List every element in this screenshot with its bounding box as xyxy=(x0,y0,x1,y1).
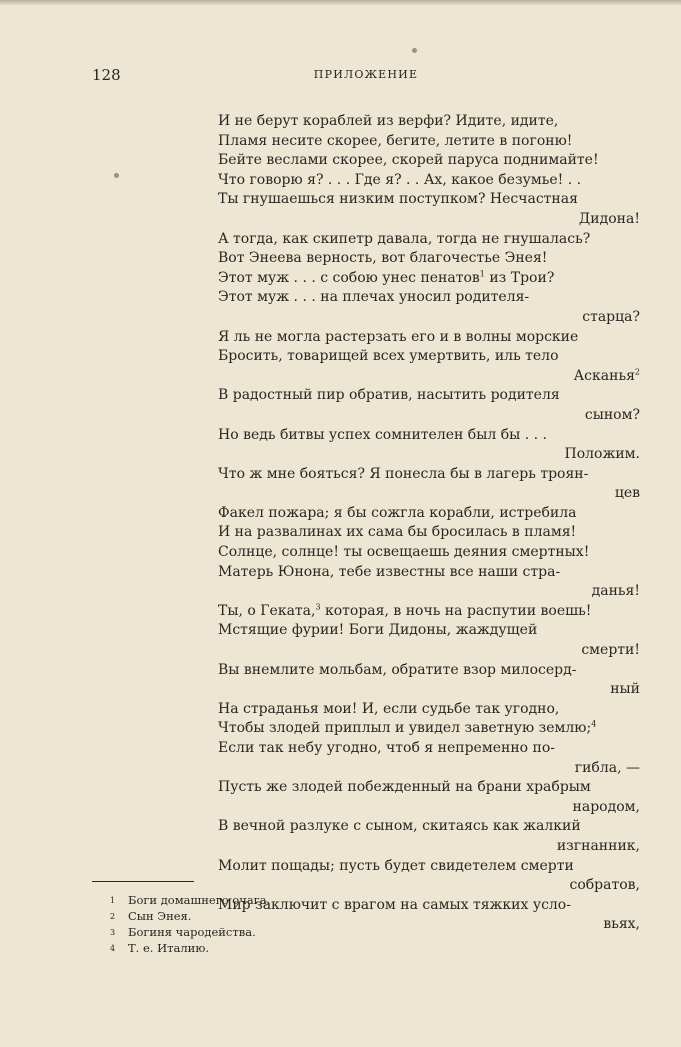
poem-line: И на развалинах их сама бы бросилась в пламя! xyxy=(218,524,577,541)
poem-line: И не берут кораблей из верфи? Идите, идите, xyxy=(218,113,559,129)
poem-line: Бейте веслами скорее, скорей паруса поднимайте! xyxy=(218,152,599,169)
poem-line-continuation: смерти! xyxy=(581,642,640,659)
footnote-mark: 3 xyxy=(110,928,116,937)
poem-line-continuation: ный xyxy=(610,681,640,698)
page-number: 128 xyxy=(92,66,121,84)
poem-line: Ты, о Геката,$^3$ которая, в ночь на распутии воешь! xyxy=(218,602,592,619)
poem-line: Солнце, солнце! ты освещаешь деяния смертных! xyxy=(218,544,590,561)
poem-line: В радостный пир обратив, насытить родителя xyxy=(218,387,560,404)
poem-line: Мир заключит с врагом на самых тяжких усло- xyxy=(218,896,571,913)
poem-line: Матерь Юнона, тебе известны все наши стра- xyxy=(218,563,561,580)
poem-line-continuation: старца? xyxy=(582,308,640,325)
poem-line: Пламя несите скорее, бегите, летите в погоню! xyxy=(218,132,573,149)
poem-line: Этот муж . . . на плечах уносил родителя- xyxy=(218,289,530,306)
poem-line-continuation: народом, xyxy=(572,798,640,815)
poem-line-continuation: изгнанник, xyxy=(556,837,640,854)
poem-line: Я ль не могла растерзать его и в волны морские xyxy=(218,328,579,345)
footnote-ref: 4 xyxy=(591,719,597,729)
poem-line: Факел пожара; я бы сожгла корабли, истребила xyxy=(218,504,577,521)
poem-line: Вот Энеева верность, вот благочестье Энея! xyxy=(218,250,548,267)
poem-line: Молит пощады; пусть будет свидетелем смерти xyxy=(218,857,574,874)
poem-line: Ты гнушаешься низким поступком? Несчастная xyxy=(218,191,578,208)
footnote-separator xyxy=(92,881,194,882)
footnote xyxy=(110,908,510,924)
footnote-text: Сын Энея. xyxy=(128,909,192,923)
footnote-mark: 1 xyxy=(110,896,116,905)
poem-line-continuation: Положим. xyxy=(564,446,640,463)
poem-line: В вечной разлуке с сыном, скитаясь как жалкий xyxy=(218,818,581,835)
page-speck xyxy=(412,48,417,53)
footnote-text: Т. е. Италию. xyxy=(128,941,209,955)
poem-line-continuation: Дидона! xyxy=(578,210,640,227)
poem-line: Бросить, товарищей всех умертвить, иль тело xyxy=(218,348,559,365)
poem-line: Что говорю я? . . . Где я? . . Ах, какое безумье! . . xyxy=(218,171,582,188)
poem-line-continuation: цев xyxy=(614,485,640,502)
poem-line: А тогда, как скипетр давала, тогда не гнушалась? xyxy=(218,230,591,247)
poem-line-continuation: вьях, xyxy=(603,916,640,933)
poem-line: Но ведь битвы успех сомнителен был бы . . . xyxy=(218,426,547,443)
poem-line: Вы внемлите мольбам, обратите взор милосерд- xyxy=(218,661,577,678)
footnote xyxy=(110,892,510,908)
poem-line: Что ж мне бояться? Я понесла бы в лагерь троян- xyxy=(218,465,589,482)
page-top-edge xyxy=(0,0,681,5)
footnote-text: Боги домашнего очага. xyxy=(128,893,271,907)
footnotes xyxy=(110,892,510,956)
poem-text xyxy=(218,112,640,935)
poem-line: Этот муж . . . с собою унес пенатов$^1$ из Трои? xyxy=(218,269,555,286)
poem-line: Пусть же злодей побежденный на брани храбрым xyxy=(218,779,591,796)
footnote-ref: 1 xyxy=(479,269,485,279)
footnote-text: Богиня чародейства. xyxy=(128,925,256,939)
poem-line: На страданья мои! И, если судьбе так угодно, xyxy=(218,700,560,717)
poem-line-continuation: собратов, xyxy=(569,877,640,894)
footnote xyxy=(110,924,510,940)
running-title: ПРИЛОЖЕНИЕ xyxy=(313,68,419,81)
poem-line-continuation: гибла, — xyxy=(574,759,640,776)
poem-line-continuation: данья! xyxy=(591,583,640,600)
poem-line-continuation: сыном? xyxy=(584,406,640,423)
poem-line: Чтобы злодей приплыл и увидел заветную землю;$^4$ xyxy=(218,719,597,737)
footnote-ref: 2 xyxy=(634,367,640,377)
page-speck xyxy=(114,173,119,178)
poem-line: Если так небу угодно, чтоб я непременно по- xyxy=(218,740,556,756)
poem-line-continuation: Асканья$^2$ xyxy=(573,367,640,384)
page-header xyxy=(92,66,640,86)
footnote-mark: 2 xyxy=(110,912,116,921)
footnote-mark: 4 xyxy=(110,944,116,953)
poem-line: Мстящие фурии! Боги Дидоны, жаждущей xyxy=(218,622,538,639)
footnote-ref: 3 xyxy=(315,602,321,612)
footnote xyxy=(110,940,510,956)
